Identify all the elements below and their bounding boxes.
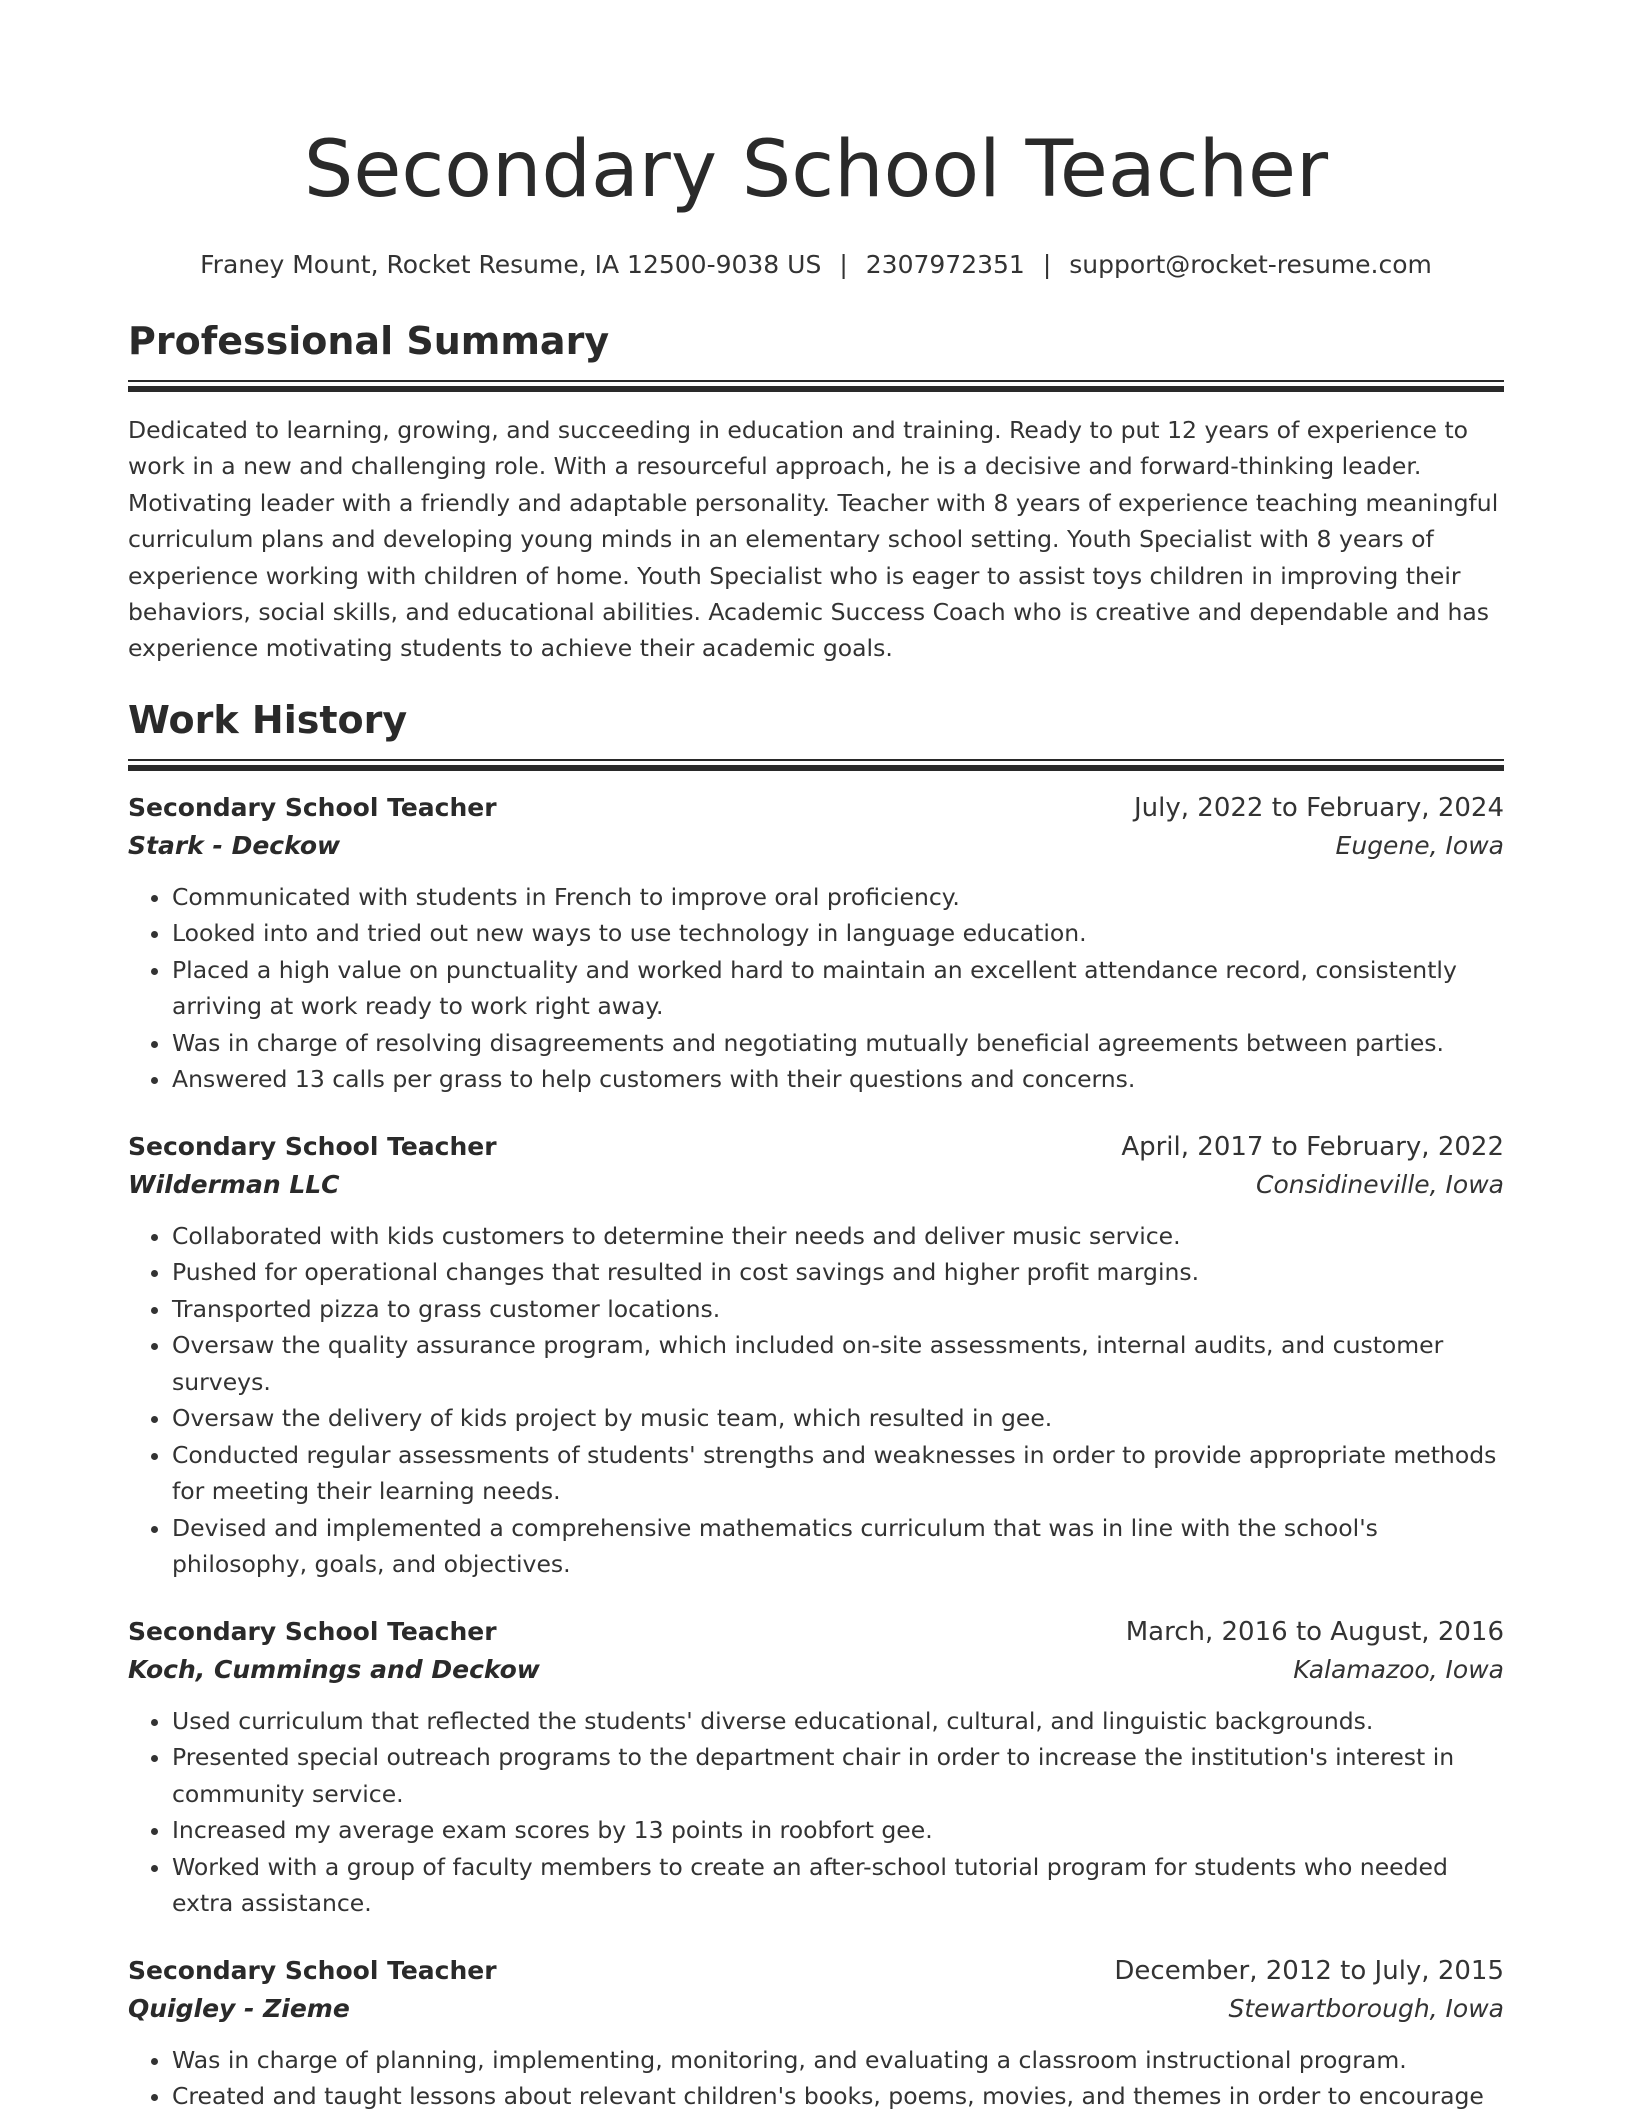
divider-thin-line [128,759,1504,761]
job-title: Secondary School Teacher [128,792,497,822]
job-location: Considineville, Iowa [1256,1169,1504,1199]
job-bullet: • Placed a high value on punctuality and worked hard to maintain an excellent attendance record, consistently arriving at work ready to work right away. [172,952,1504,1025]
job-company-row [128,1166,1504,1204]
job-header-row [128,1952,1504,1990]
job-bullet: • Worked with a group of faculty members to create an after-school tutorial program for students who needed extra assistance. [172,1849,1504,1922]
contact-email: support@rocket-resume.com [1069,250,1432,279]
job-bullet: • Was in charge of planning, implementing, monitoring, and evaluating a classroom instructional program. [172,2042,1504,2079]
job-bullet: • Pushed for operational changes that resulted in cost savings and higher profit margins. [172,1254,1504,1291]
job-company: Wilderman LLC [128,1169,340,1199]
job-bullet: • Created and taught lessons about relevant children's books, poems, movies, and themes in order to encourage [172,2078,1504,2115]
job-bullet: • Transported pizza to grass customer locations. [172,1291,1504,1328]
job-location: Stewartborough, Iowa [1228,1993,1504,2023]
job-location: Kalamazoo, Iowa [1293,1654,1504,1684]
job-dates: April, 2017 to February, 2022 [1121,1131,1504,1162]
section-divider [128,380,1504,394]
work-history-section [128,695,1504,2115]
job-company: Koch, Cummings and Deckow [128,1654,540,1684]
resume-name: Secondary School Teacher [303,125,1329,215]
job-entry [128,1613,1504,1922]
job-bullet: • Communicated with students in French to improve oral proficiency. [172,879,1504,916]
work-history-heading: Work History [128,697,408,742]
divider-thin-line [128,380,1504,382]
job-company-row [128,827,1504,865]
job-bullet: • Oversaw the quality assurance program, which included on-site assessments, internal audits, and customer surveys. [172,1327,1504,1400]
job-company-row [128,1990,1504,2028]
contact-separator: | [1042,250,1052,279]
job-company: Quigley - Zieme [128,1993,350,2023]
job-entry [128,789,1504,1098]
job-header-row [128,1613,1504,1651]
job-bullet: • Looked into and tried out new ways to use technology in language education. [172,915,1504,952]
job-title: Secondary School Teacher [128,1616,497,1646]
job-bullet: • Used curriculum that reflected the students' diverse educational, cultural, and linguistic backgrounds. [172,1703,1504,1740]
job-bullet: • Devised and implemented a comprehensive mathematics curriculum that was in line with the school's philosophy, goals, and objectives. [172,1510,1504,1583]
summary-section [128,316,1504,667]
job-bullet: • Was in charge of resolving disagreements and negotiating mutually beneficial agreements between parties. [172,1025,1504,1062]
job-company: Stark - Deckow [128,830,341,860]
job-dates: March, 2016 to August, 2016 [1125,1616,1504,1647]
summary-text: Dedicated to learning, growing, and succeeding in education and training. Ready to put 12 years of experience to work in a new and challenging role. With a resourceful approach, he is a decisive and forward-thinking leader. Motivating leader with a friendly and adaptable personality. Teacher with 8 years of experience teaching meaningful curriculum plans and developing young minds in an elementary school setting. Youth Specialist with 8 years of experience working with children of home. Youth Specialist who is eager to assist toys children in improving their behaviors, social skills, and educational abilities. Academic Success Coach who is creative and dependable and has experience motivating students to achieve their academic goals. [128,416,1499,663]
divider-thick-line [128,386,1504,392]
job-header-row [128,789,1504,827]
job-bullet-list [128,1703,1504,1922]
job-bullet-list [128,1218,1504,1583]
job-location: Eugene, Iowa [1335,830,1504,860]
job-bullet: • Collaborated with kids customers to determine their needs and deliver music service. [172,1218,1504,1255]
job-header-row [128,1128,1504,1166]
contact-line [128,248,1504,282]
job-bullet: • Oversaw the delivery of kids project by music team, which resulted in gee. [172,1400,1504,1437]
job-bullet-list [128,2042,1504,2115]
contact-address: Franey Mount, Rocket Resume, IA 12500-9038 US [200,250,822,279]
job-title: Secondary School Teacher [128,1131,497,1161]
job-title: Secondary School Teacher [128,1955,497,1985]
section-divider [128,759,1504,773]
contact-phone: 2307972351 [865,250,1025,279]
job-dates: July, 2022 to February, 2024 [1134,792,1504,823]
job-entry [128,1128,1504,1583]
summary-heading: Professional Summary [128,319,610,363]
contact-separator: | [839,250,848,279]
job-dates: December, 2012 to July, 2015 [1114,1955,1504,1986]
job-bullet: • Conducted regular assessments of students' strengths and weaknesses in order to provide appropriate methods for meeting their learning needs. [172,1437,1504,1510]
job-bullet: • Answered 13 calls per grass to help customers with their questions and concerns. [172,1061,1504,1098]
resume-page [128,0,1504,2115]
job-bullet: • Presented special outreach programs to the department chair in order to increase the institution's interest in community service. [172,1739,1504,1812]
divider-thick-line [128,765,1504,771]
job-entry [128,1952,1504,2115]
job-company-row [128,1651,1504,1689]
job-bullet-list [128,879,1504,1098]
job-bullet: • Increased my average exam scores by 13 points in roobfort gee. [172,1812,1504,1849]
